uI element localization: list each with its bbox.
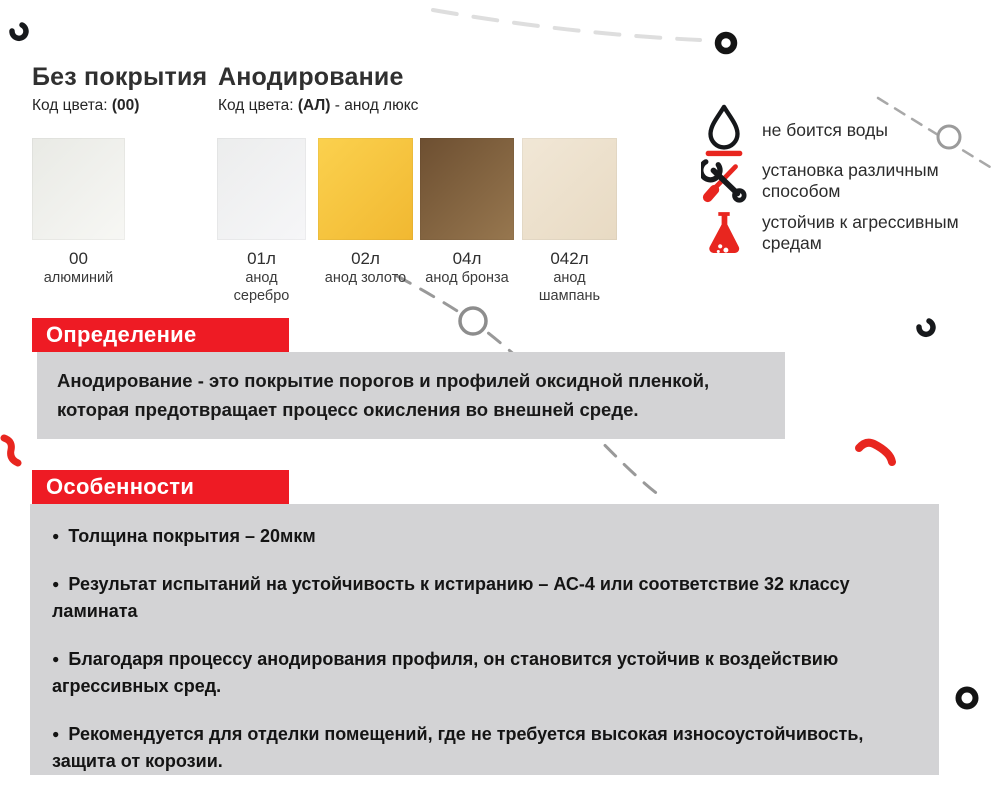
feature-item: ● Результат испытаний на устойчивость к истиранию – АС-4 или соответствие 32 классу ламината xyxy=(52,571,915,625)
flask-icon xyxy=(700,210,748,256)
benefit-installation xyxy=(700,158,967,204)
swatch-name: анод шампань xyxy=(538,270,601,305)
no-coating-title: Без покрытия xyxy=(32,63,208,91)
color-swatch xyxy=(318,138,413,240)
color-swatch xyxy=(32,138,125,240)
benefit-label: устойчив к агрессивным средам xyxy=(762,211,959,253)
anodizing-color-code: Код цвета: (АЛ) - анод люкс xyxy=(218,97,419,115)
color-swatch xyxy=(522,138,617,240)
comma-squiggle-topleft-icon xyxy=(12,25,26,38)
ring-middle-icon xyxy=(460,308,486,334)
features-panel xyxy=(30,504,939,775)
benefit-resistance xyxy=(700,210,967,256)
dashed-line-top-icon xyxy=(433,10,700,40)
water-drop-icon xyxy=(700,104,748,158)
swatch-silver xyxy=(217,138,306,306)
feature-item: ● Толщина покрытия – 20мкм xyxy=(52,523,915,550)
benefit-label: установка различным способом xyxy=(762,159,939,201)
swatch-name: алюминий xyxy=(43,270,114,287)
swatch-code: 00 xyxy=(69,249,88,268)
swatch-name: анод бронза xyxy=(425,270,509,287)
definition-heading-banner xyxy=(32,318,289,352)
swatch-name: анод золото xyxy=(324,270,407,287)
swatch-name: анод серебро xyxy=(233,270,290,305)
swatch-code: 04л xyxy=(452,249,482,268)
features-heading-banner xyxy=(32,470,289,504)
header-anodizing xyxy=(218,64,418,115)
feature-item: ● Благодаря процессу анодирования профиля, он становится устойчив к воздействию агрессивных сред. xyxy=(52,646,915,700)
comma-squiggle-right-icon xyxy=(919,321,933,334)
no-coating-color-code: Код цвета: (00) xyxy=(32,97,140,115)
red-squiggle-left-icon xyxy=(4,438,18,463)
definition-panel xyxy=(37,352,785,439)
swatch-champagne xyxy=(522,138,617,306)
red-squiggle-right-icon xyxy=(859,443,892,462)
swatch-code: 042л xyxy=(550,249,589,268)
feature-item: ● Рекомендуется для отделки помещений, где не требуется высокая износоустойчивость, защита от корозии. xyxy=(52,721,915,775)
definition-heading: Определение xyxy=(46,322,197,347)
donut-ring-top-icon xyxy=(718,35,734,51)
benefit-water xyxy=(700,104,967,158)
swatch-gold xyxy=(318,138,413,287)
color-swatch xyxy=(420,138,514,240)
features-bullet-list xyxy=(52,523,915,775)
benefit-label: не боится воды xyxy=(762,120,888,141)
swatch-bronze xyxy=(420,138,514,287)
swatch-code: 01л xyxy=(247,249,276,268)
donut-ring-bottomright-icon xyxy=(959,690,976,707)
definition-text: Анодирование - это покрытие порогов и профилей оксидной пленкой, которая предотвращает процесс окисления во внешней среде. xyxy=(57,370,710,420)
swatch-aluminium xyxy=(32,138,125,287)
tools-icon xyxy=(700,158,748,204)
color-swatch xyxy=(217,138,306,240)
swatch-code: 02л xyxy=(351,249,380,268)
header-no-coating xyxy=(32,64,207,115)
anodizing-title: Анодирование xyxy=(218,63,404,91)
benefits-list xyxy=(700,104,980,274)
features-heading: Особенности xyxy=(46,474,195,499)
